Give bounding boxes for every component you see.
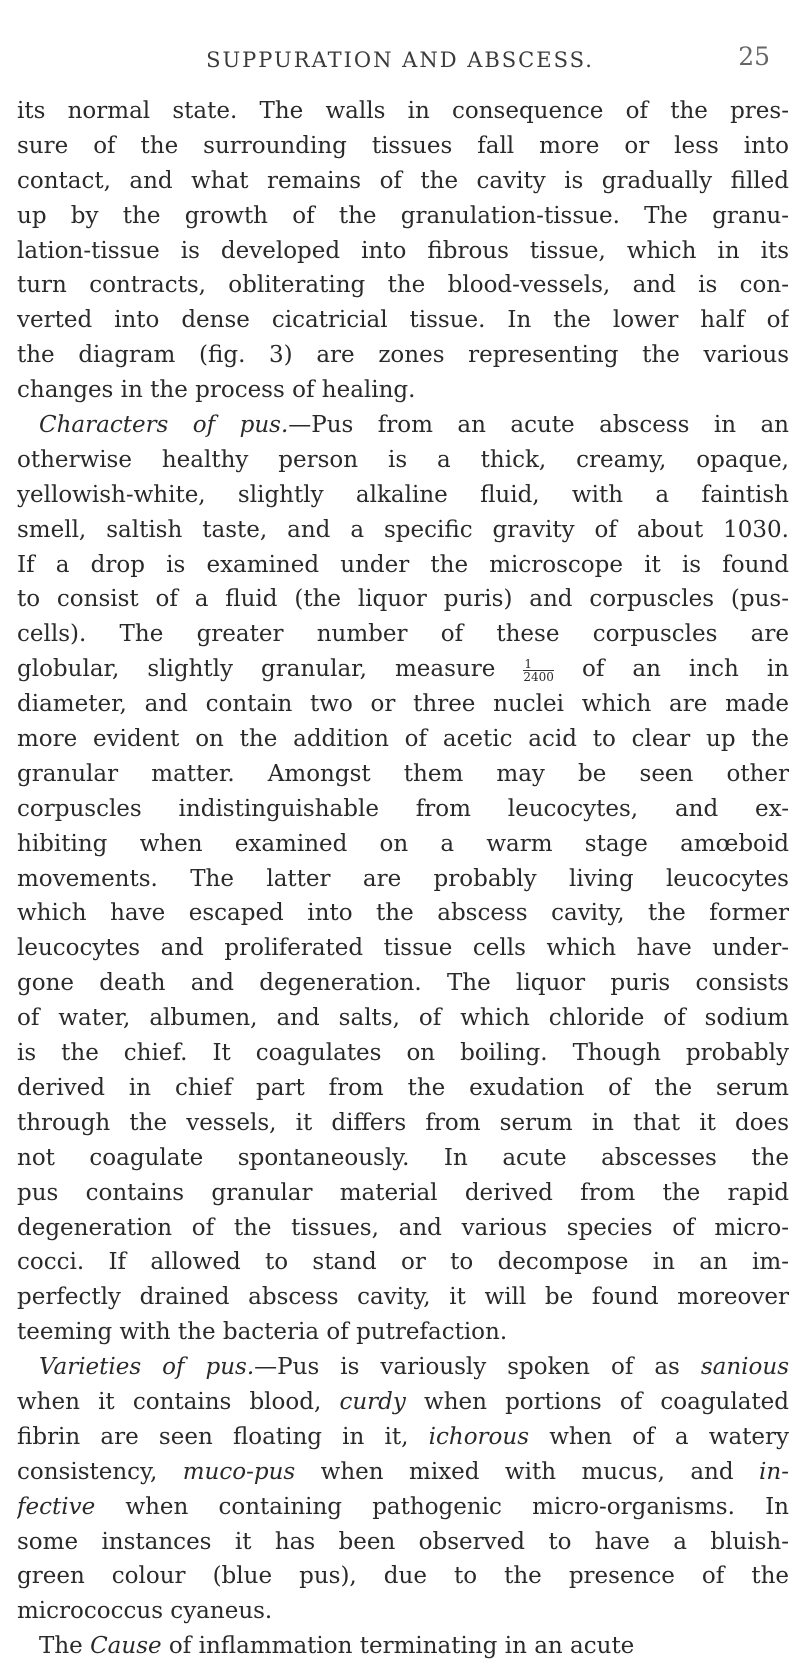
term-cause: Cause: [90, 1633, 162, 1660]
text-line: which have escaped into the abscess cavity, the former: [17, 900, 789, 927]
text-run: when it contains blood,: [17, 1388, 340, 1415]
text-line: smell, saltish taste, and a specific gravity of about 1030.: [17, 516, 789, 543]
text-line: not coagulate spontaneously. In acute abscesses the: [17, 1144, 789, 1171]
text-line: changes in the process of healing.: [17, 377, 416, 404]
text-run: consistency,: [17, 1458, 183, 1485]
section-heading-characters: Characters of pus.: [39, 412, 289, 439]
text-line: movements. The latter are probably living leucocytes: [17, 865, 789, 892]
text-run: when portions of coagulated: [405, 1388, 789, 1415]
fraction-numerator: 1: [523, 658, 554, 671]
text-line: cells). The greater number of these corpuscles are: [17, 621, 789, 648]
text-line: diameter, and contain two or three nuclei which are made: [17, 691, 789, 718]
text-line: to consist of a fluid (the liquor puris) and corpuscles (pus-: [17, 586, 789, 613]
text-line: derived in chief part from the exudation of the serum: [17, 1074, 789, 1101]
text-line: [17, 1385, 789, 1420]
text-line: teeming with the bacteria of putrefaction.: [17, 1319, 508, 1346]
text-run: —Pus from an acute abscess in an: [288, 412, 789, 439]
term-ichorous: ichorous: [428, 1423, 529, 1450]
text-line: [17, 1455, 789, 1490]
section-heading-varieties: Varieties of pus.: [39, 1354, 255, 1381]
text-line: hibiting when examined on a warm stage amœboid: [17, 830, 789, 857]
text-line: [17, 1420, 789, 1455]
text-run: of inflammation terminating in an acute: [161, 1633, 635, 1660]
page-header: [0, 42, 800, 88]
text-line: [17, 1490, 789, 1525]
text-line: more evident on the addition of acetic acid to clear up the: [17, 726, 789, 753]
section-heading-line: [17, 408, 789, 443]
text-line: gone death and degeneration. The liquor puris consists: [17, 970, 789, 997]
text-line: turn contracts, obliterating the blood-vessels, and is con-: [17, 272, 789, 299]
text-line: verted into dense cicatricial tissue. In the lower half of: [17, 307, 789, 334]
text-run: The: [39, 1633, 91, 1660]
text-line: green colour (blue pus), due to the presence of the: [17, 1563, 789, 1590]
text-line: of water, albumen, and salts, of which chloride of sodium: [17, 1005, 789, 1032]
text-line: perfectly drained abscess cavity, it will be found moreover: [17, 1284, 789, 1311]
text-line: granular matter. Amongst them may be seen other: [17, 760, 789, 787]
text-line: If a drop is examined under the microscope it is found: [17, 551, 789, 578]
text-line: [17, 1629, 789, 1664]
term-infective-end: fective: [17, 1493, 96, 1520]
text-line: is the chief. It coagulates on boiling. Though probably: [17, 1040, 789, 1067]
text-run: when of a watery: [529, 1423, 789, 1450]
text-run: fibrin are seen floating in it,: [17, 1423, 429, 1450]
text-line: yellowish-white, slightly alkaline fluid, with a faintish: [17, 481, 789, 508]
fraction: [523, 658, 554, 683]
body-text: [17, 94, 789, 1664]
page-number: 25: [738, 42, 770, 71]
term-curdy: curdy: [339, 1388, 406, 1415]
fraction-denominator: 2400: [523, 669, 554, 684]
term-muco-pus: muco-pus: [182, 1458, 296, 1485]
text-run: when mixed with mucus, and: [295, 1458, 760, 1485]
text-line: micrococcus cyaneus.: [17, 1598, 273, 1625]
text-line: cocci. If allowed to stand or to decompose in an im-: [17, 1249, 789, 1276]
text-line: the diagram (fig. 3) are zones representing the various: [17, 342, 789, 369]
text-line: otherwise healthy person is a thick, creamy, opaque,: [17, 446, 789, 473]
text-line-with-fraction: [17, 652, 789, 687]
text-line: leucocytes and proliferated tissue cells which have under-: [17, 935, 789, 962]
text-line: degeneration of the tissues, and various species of micro-: [17, 1214, 789, 1241]
text-line: some instances it has been observed to have a bluish-: [17, 1528, 789, 1555]
section-heading-line: [17, 1350, 789, 1385]
text-run: when containing pathogenic micro-organisms. In: [95, 1493, 789, 1520]
text-line: its normal state. The walls in consequence of the pres-: [17, 98, 789, 124]
term-infective-start: in-: [759, 1458, 789, 1485]
text-line: sure of the surrounding tissues fall more or less into: [17, 132, 789, 159]
text-line: corpuscles indistinguishable from leucocytes, and ex-: [17, 795, 789, 822]
running-head: SUPPURATION AND ABSCESS.: [206, 48, 594, 72]
text-line: contact, and what remains of the cavity is gradually filled: [17, 167, 789, 194]
text-line: through the vessels, it differs from serum in that it does: [17, 1109, 789, 1136]
term-sanious: sanious: [700, 1354, 789, 1381]
text-line: up by the growth of the granulation-tissue. The granu-: [17, 202, 789, 229]
text-line: pus contains granular material derived from the rapid: [17, 1179, 789, 1206]
text-line: lation-tissue is developed into fibrous tissue, which in its: [17, 237, 789, 264]
text-run: of an inch in: [581, 656, 789, 683]
text-run: —Pus is variously spoken of as: [254, 1354, 680, 1381]
text-run: globular, slightly granular, measure: [17, 656, 496, 683]
